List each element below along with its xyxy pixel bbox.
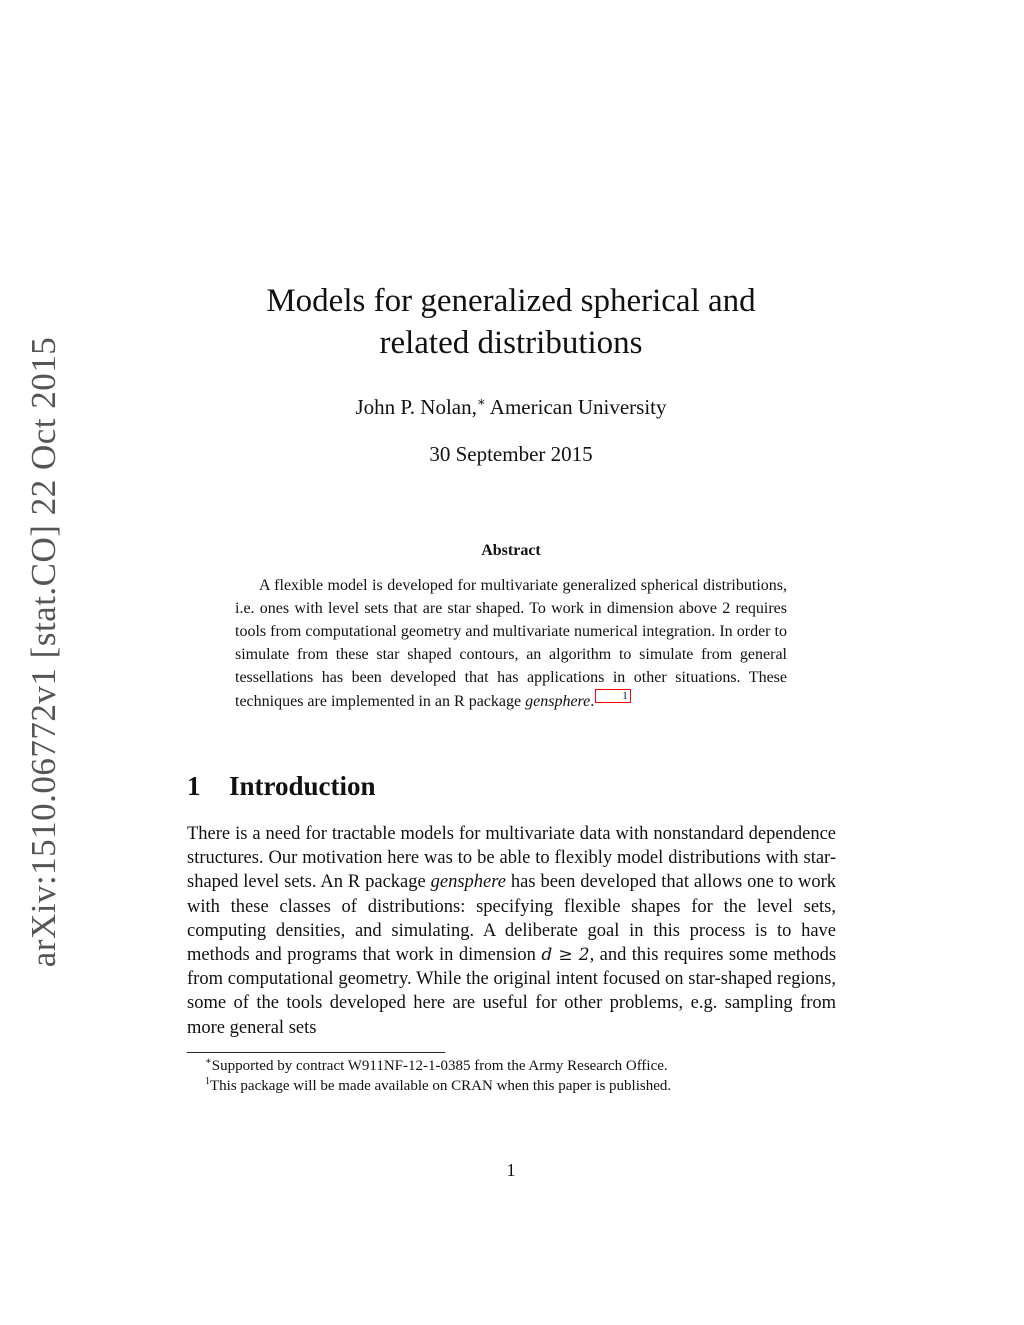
intro-text-part-1: There is a need for tractable models for multivariate data with nonstandard dependence structures. Our motivation here was to be able to flexibly model distributions with star-shaped level sets. An R package — [187, 824, 836, 893]
intro-text-part-2: has been developed that allows one to work with these classes of distributions: specifying flexible shapes for the level sets, computing densities, and simulating. A deliberate goal in this process is to have methods and programs that work in dimension — [187, 872, 836, 966]
paper-title — [187, 280, 835, 364]
abstract-package-name: gensphere — [525, 693, 591, 710]
author-name: John P. Nolan, — [355, 395, 477, 419]
footnote-funding — [205, 1056, 835, 1076]
abstract-body — [235, 574, 787, 713]
footnote-divider — [187, 1052, 445, 1053]
author-footnote-marker[interactable]: ∗ — [476, 394, 486, 409]
intro-package-name: gensphere — [430, 872, 506, 893]
author-affiliation: American University — [489, 395, 667, 419]
footnote-link-1[interactable]: 1 — [595, 689, 631, 703]
footnote-text: Supported by contract W911NF-12-1-0385 from the Army Research Office. — [211, 1058, 668, 1074]
author-line — [187, 393, 835, 421]
abstract-heading: Abstract — [481, 542, 541, 559]
footnote-marker: 1 — [205, 1076, 210, 1087]
paper-title-line-1: Models for generalized spherical and — [266, 283, 756, 319]
footnote-text: This package will be made available on CRAN when this paper is published. — [210, 1078, 672, 1094]
footnote-marker: ∗ — [205, 1056, 212, 1067]
paper-title-line-2: related distributions — [379, 325, 643, 361]
page-number: 1 — [506, 1160, 516, 1180]
footnote-cran — [205, 1076, 835, 1096]
abstract-text: A flexible model is developed for multivariate generalized spherical distributions, i.e. ones with level sets that are star shaped. To work in dimension above 2 requires tools from computational geometry and multivariate numerical integration. In order to simulate from these star shaped contours, an algorithm to simulate from general tessellations has been developed that has applications in other situations. These techniques are implemented in an R package — [235, 577, 787, 710]
introduction-paragraph — [187, 822, 836, 1040]
section-number: 1 — [187, 771, 201, 801]
intro-text-part-3: , and this requires some methods from computational geometry. While the original intent focused on star-shaped regions, some of the tools developed here are useful for other problems, e.g. sampling from more general sets — [187, 945, 837, 1038]
arxiv-identifier: arXiv:1510.06772v1 [stat.CO] 22 Oct 2015 — [24, 336, 63, 968]
section-heading-introduction — [187, 768, 376, 804]
publication-date: 30 September 2015 — [429, 442, 593, 466]
abstract-end: . — [590, 693, 595, 710]
intro-math-expression: d ≥ 2 — [541, 945, 590, 966]
section-title: Introduction — [229, 771, 376, 801]
